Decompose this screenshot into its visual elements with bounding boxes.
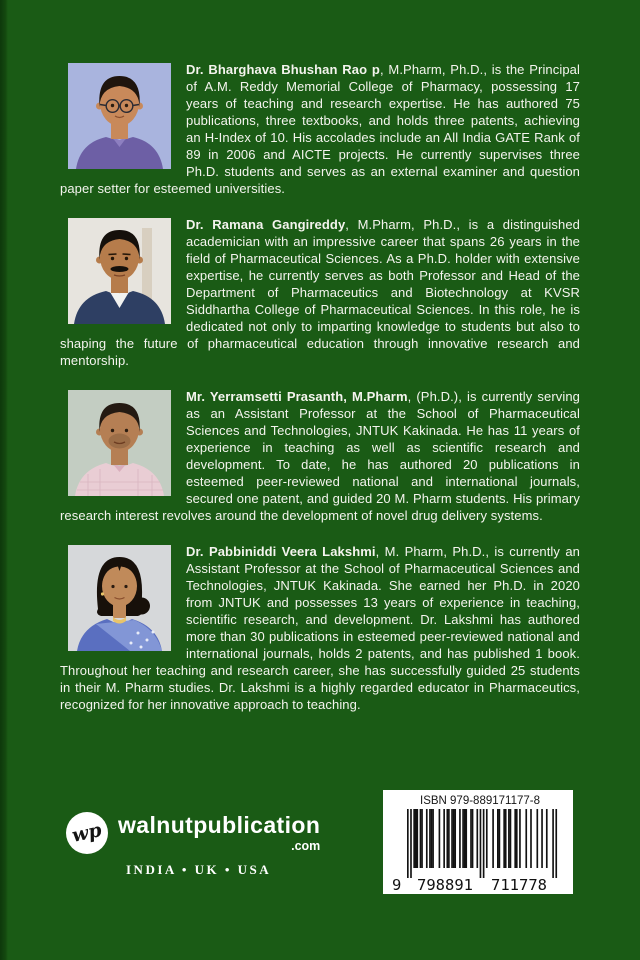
author-bio-3 bbox=[60, 388, 580, 524]
barcode-digit-first: 9 bbox=[392, 876, 402, 894]
author-bio-2 bbox=[60, 216, 580, 369]
publisher-regions: INDIA • UK • USA bbox=[126, 862, 272, 877]
author-name: Mr. Yerramsetti Prasanth, M.Pharm bbox=[186, 389, 408, 404]
author-bio-text: , M. Pharm, Ph.D., is currently an Assistant Professor at the School of Pharmaceutical Sciences and Technologies, JNTUK Kakinada. She earned her Ph.D. in 2020 from JNTUK and possesses 13 years of experience in teaching, scientific research, and development. Dr. Lakshmi has authored more than 30 publications in esteemed peer-reviewed national and international journals, holds 2 patents, and has published 1 book. Throughout her teaching and research career, she has successfully guided 25 students in their M. Pharm studies. Dr. Lakshmi is a highly regarded educator in Pharmaceutics, recognized for her innovative approach to teaching. bbox=[60, 544, 580, 712]
author-bio-4 bbox=[60, 543, 580, 713]
walnut-publication-logo-icon bbox=[66, 812, 108, 854]
author-name: Dr. Ramana Gangireddy bbox=[186, 217, 346, 232]
author-photo-3 bbox=[68, 390, 171, 496]
barcode-digit-left: 798891 bbox=[417, 876, 473, 894]
isbn-label: ISBN 979-889171177-8 bbox=[420, 795, 540, 807]
brand-domain-suffix: .com bbox=[291, 838, 321, 853]
author-name: Dr. Bharghava Bhushan Rao p bbox=[186, 62, 380, 77]
author-bio-text: , M.Pharm, Ph.D., is a distinguished academician with an impressive career that spans 26 years in the field of Pharmaceutical Sciences. As a Ph.D. holder with extensive expertise, he currently serves as both Professor and Head of the Department of Pharmaceutics and Biotechnology at KVSR Siddhartha College of Pharmaceutical Sciences. In this role, he is dedicated not only to imparting knowledge to students but also to shaping the future of pharmaceutical education through innovative research and mentorship. bbox=[60, 217, 580, 368]
author-bio-1 bbox=[60, 61, 580, 197]
author-bio-text: , (Ph.D.), is currently serving as an Assistant Professor at the School of Pharmaceutical Sciences and Technologies, JNTUK Kakinada. He has 11 years of experience in teaching as well as scientific research and development. To date, he has authored 20 publications in esteemed peer-reviewed national and international journals, secured one patent, and guided 20 M. Pharm students. His primary research interest revolves around the development of novel drug delivery systems. bbox=[60, 389, 580, 523]
brand-name: walnutpublication bbox=[118, 811, 321, 838]
wp-monogram: wp bbox=[70, 818, 104, 847]
author-name: Dr. Pabbiniddi Veera Lakshmi bbox=[186, 544, 376, 559]
publisher-block bbox=[66, 812, 320, 878]
author-photo-2 bbox=[68, 218, 171, 324]
isbn-barcode bbox=[383, 790, 573, 894]
author-bio-text: , M.Pharm, Ph.D., is the Principal of A.M. Reddy Memorial College of Pharmacy, possessing 17 years of teaching and research expertise. He has authored 75 publications, three textbooks, and holds three patents, achieving an H-Index of 10. His accolades include an All India GATE Rank of 89 in 2006 and AICTE projects. He currently supervises three Ph.D. students and serves as an external examiner and question paper setter for esteemed universities. bbox=[60, 62, 580, 196]
barcode-digit-right: 711778 bbox=[491, 876, 547, 894]
author-photo-4 bbox=[68, 545, 171, 651]
author-photo-1 bbox=[68, 63, 171, 169]
